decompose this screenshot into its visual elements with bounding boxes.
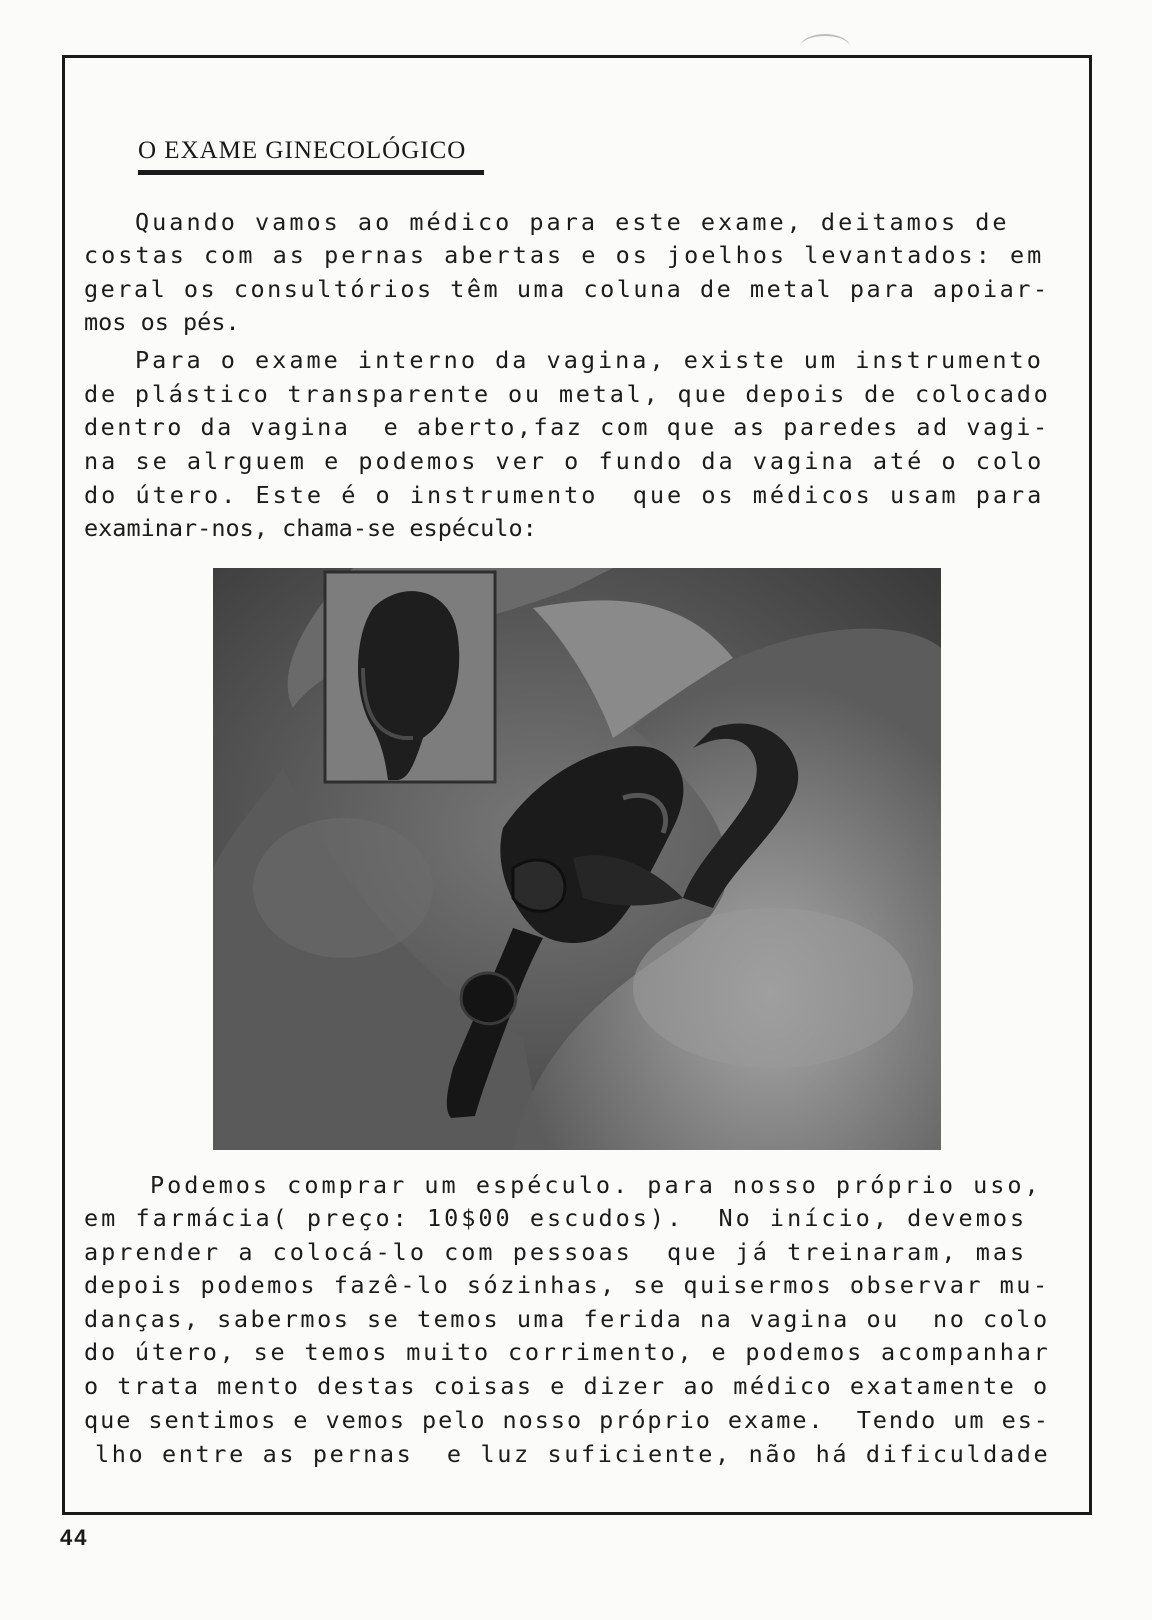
paragraph-1-line: costas com as pernas abertas e os joelhos levantados: em xyxy=(84,241,1045,269)
paragraph-2-line: examinar-nos, chama-se espéculo: xyxy=(84,514,537,542)
paragraph-2-line: dentro da vagina e aberto,faz com que as paredes ad vagi- xyxy=(84,413,1050,441)
paragraph-3-line: depois podemos fazê-lo sózinhas, se quisermos observar mu- xyxy=(84,1271,1050,1299)
paragraph-2-line: na se alrguem e podemos ver o fundo da vagina até o colo xyxy=(84,447,1045,475)
paragraph-3-line: do útero, se temos muito corrimento, e podemos acompanhar xyxy=(84,1338,1051,1366)
paragraph-3-line: danças, sabermos se temos uma ferida na vagina ou no colo xyxy=(84,1305,1050,1333)
paragraph-1-line: mos os pés. xyxy=(84,308,240,336)
paragraph-3-line: lho entre as pernas e luz suficiente, não há dificuldade xyxy=(95,1440,1051,1468)
page-number: 44 xyxy=(60,1525,89,1550)
speculum-photo xyxy=(213,568,941,1150)
paragraph-3-line: o trata mento destas coisas e dizer ao médico exatamente o xyxy=(84,1372,1050,1400)
speculum-photo-drawing xyxy=(213,568,941,1150)
paragraph-2-line: Para o exame interno da vagina, existe um instrumento xyxy=(135,346,1044,374)
page-notch xyxy=(800,34,850,60)
paragraph-3-line: Podemos comprar um espéculo. para nosso próprio uso, xyxy=(150,1171,1042,1199)
paragraph-1-line: geral os consultórios têm uma coluna de metal para apoiar- xyxy=(84,275,1050,303)
paragraph-3-line: em farmácia( preço: 10$00 escudos). No início, devemos xyxy=(84,1204,1028,1232)
paragraph-2-line: de plástico transparente ou metal, que depois de colocado xyxy=(84,380,1051,408)
paragraph-1-line: Quando vamos ao médico para este exame, deitamos de xyxy=(135,208,1010,236)
title-underline xyxy=(138,170,484,175)
page-title: O EXAME GINECOLÓGICO xyxy=(138,137,467,164)
paragraph-3-line: aprender a colocá-lo com pessoas que já treinaram, mas xyxy=(84,1238,1028,1266)
paragraph-3-line: que sentimos e vemos pelo nosso próprio exame. Tendo um es- xyxy=(84,1406,1050,1434)
paragraph-2-line: do útero. Este é o instrumento que os médicos usam para xyxy=(84,481,1045,509)
